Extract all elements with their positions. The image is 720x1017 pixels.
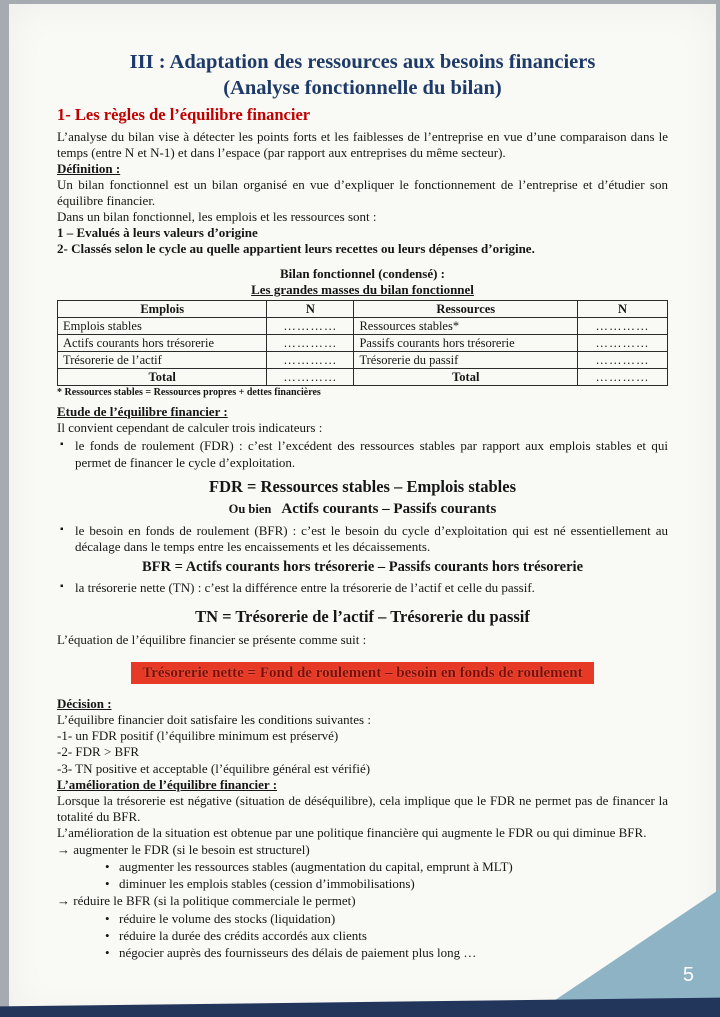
bullet-tn [57,580,668,596]
etude-label: Etude de l’équilibre financier : [57,404,228,420]
table-cell-value: ………… [267,368,354,385]
col-header-n-left: N [267,300,354,317]
table-row [58,334,668,351]
definition-item-1: 1 – Evalués à leurs valeurs d’origine [57,225,258,241]
definition-paragraph-2: Dans un bilan fonctionnel, les emplois et les ressources sont : [57,209,377,225]
title-line-1: III : Adaptation des ressources aux besoins financiers [129,51,596,73]
table-cell-label: Trésorerie de l’actif [58,351,267,368]
decision-intro: L’équilibre financier doit satisfaire les conditions suivantes : [57,712,371,728]
list-item [57,928,668,944]
decision-condition-1: -1- un FDR positif (l’équilibre minimum est préservé) [57,728,339,744]
definition-paragraph-1: Un bilan fonctionnel est un bilan organisé en vue d’expliquer le fonctionnement de l’entreprise et d’étudier son équilibre financier. [57,177,668,209]
table-cell-total-right: Total [354,368,578,385]
equation-banner: Trésorerie nette = Fond de roulement – besoin en fonds de roulement [131,662,593,685]
title-line-2: (Analyse fonctionnelle du bilan) [223,76,502,99]
formula-fdr: FDR = Ressources stables – Emplois stables [208,476,517,496]
list-item-text: négocier auprès des fournisseurs des délais de paiement plus long … [119,944,477,960]
table-row [58,317,668,334]
table-total-row [58,368,668,385]
table-cell-value: ………… [578,351,668,368]
list-item [57,859,668,875]
amelioration-paragraph-2: L’amélioration de la situation est obtenue par une politique financière qui augmente le FDR ou qui diminue BFR. [57,825,647,840]
list-item-text: réduire le volume des stocks (liquidation) [119,910,336,926]
table-cell-value: ………… [267,334,354,351]
table-cell-total-left: Total [58,368,267,385]
document-sheet [9,4,716,1017]
bullet-bfr [57,523,668,555]
formula-fdr-alt-text: Actifs courants – Passifs courants [281,501,497,518]
decision-condition-2: -2- FDR > BFR [57,744,140,760]
decision-label: Décision : [57,696,112,712]
decision-condition-3: -3- TN positive et acceptable (l’équilibre général est vérifié) [57,760,371,776]
table-cell-label: Actifs courants hors trésorerie [58,334,267,351]
table-footnote: * Ressources stables = Ressources propres + dettes financières [57,386,321,398]
equation-banner-row [57,662,668,685]
table-cell-label: Trésorerie du passif [354,351,578,368]
table-cell-label: Passifs courants hors trésorerie [354,334,578,351]
bullet-tn-text: la trésorerie nette (TN) : c’est la différence entre la trésorerie de l’actif et celle du passif. [75,579,535,595]
section-heading: 1- Les règles de l’équilibre financier [57,105,311,125]
list-item [57,911,668,927]
table-title: Bilan fonctionnel (condensé) : [279,265,446,281]
col-header-ressources: Ressources [354,300,578,317]
arrow-reduire-bfr: → réduire le BFR (si la politique commerciale le permet) [57,893,356,909]
list-item-text: réduire la durée des crédits accordés aux clients [119,927,367,943]
table-cell-label: Emplois stables [58,317,267,334]
bullet-bfr-text: le besoin en fonds de roulement (BFR) : c’est le besoin du cycle d’exploitation qui est né essentiellement au décalage dans le temps entre les encaissements et les décaissements. [75,522,668,554]
formula-tn: TN = Trésorerie de l’actif – Trésorerie du passif [195,606,530,626]
table-row [58,351,668,368]
table-header-row [58,300,668,317]
table-cell-value: ………… [267,317,354,334]
formula-bfr: BFR = Actifs courants hors trésorerie – Passifs courants hors trésorerie [141,558,584,575]
definition-item-2: 2- Classés selon le cycle au quelle appartient leurs recettes ou leurs dépenses d’origine. [57,241,535,257]
arrow-augmenter-fdr: → augmenter le FDR (si le besoin est structurel) [57,842,310,858]
table-cell-label: Ressources stables* [354,317,578,334]
table-cell-value: ………… [578,317,668,334]
list-item-text: augmenter les ressources stables (augmentation du capital, emprunt à MLT) [119,859,513,875]
equation-intro: L’équation de l’équilibre financier se présente comme suit : [57,632,367,648]
formula-fdr-alt [57,500,668,519]
document-title [57,50,668,101]
table-cell-value: ………… [578,368,668,385]
bullet-fdr-text: le fonds de roulement (FDR) : c’est l’excédent des ressources stables par rapport aux emplois stables et qui permet de financer le cycle d’exploitation. [75,438,668,470]
col-header-n-right: N [578,300,668,317]
amelioration-label: L’amélioration de l’équilibre financier : [57,776,278,792]
table-subtitle: Les grandes masses du bilan fonctionnel [251,281,474,297]
col-header-emplois: Emplois [58,300,267,317]
list-item [57,945,668,961]
etude-intro: Il convient cependant de calculer trois indicateurs : [57,420,323,436]
table-cell-value: ………… [578,334,668,351]
amelioration-paragraph-1: Lorsque la trésorerie est négative (situation de déséquilibre), cela implique que le FDR ne permet pas de financer la totalité du BFR. [57,792,668,824]
table-cell-value: ………… [267,351,354,368]
list-item [57,876,668,892]
list-item-text: diminuer les emplois stables (cession d’immobilisations) [119,876,415,892]
page-number: 5 [682,964,694,986]
definition-label: Définition : [57,160,121,176]
oubien-label: Ou bien [228,502,272,517]
document-content [9,4,716,961]
bullet-fdr [57,438,668,470]
bilan-fonctionnel-table [57,300,668,386]
intro-paragraph: L’analyse du bilan vise à détecter les points forts et les faiblesses de l’entreprise en vue d’une comparaison dans le temps (entre N et N-1) et dans l’espace (par rapport aux entreprises du même secteur). [57,128,668,160]
